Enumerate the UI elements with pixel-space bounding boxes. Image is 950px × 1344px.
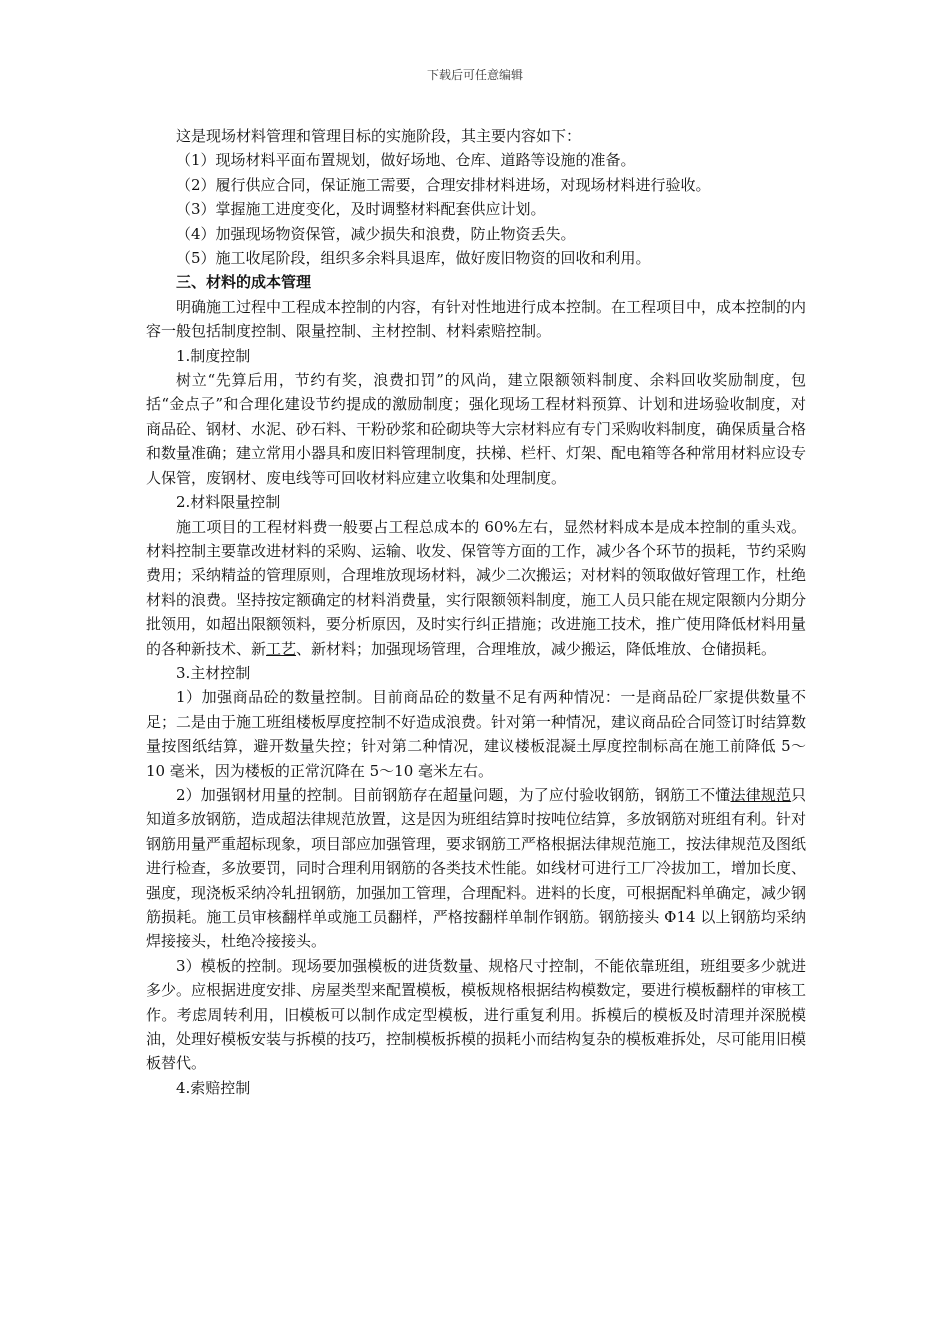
- list-item: （2）履行供应合同，保证施工需要，合理安排材料进场，对现场材料进行验收。: [176, 175, 711, 194]
- list-item: （1）现场材料平面布置规划，做好场地、仓库、道路等设施的准备。: [176, 151, 636, 170]
- paragraph: 3）模板的控制。现场要加强模板的进货数量、规格尺寸控制，不能依靠班组，班组要多少就进多少。应根据进度安排、房屋类型来配置模板，模板规格根据结构模数定，要进行模板翻样的审核工作。考虑周转利用，旧模板可以制作成定型模板，进行重复利用。拆模后的模板及时清理并深脱模油，处理好模板安装与拆模的技巧，控制模板拆模的损耗小而结构复杂的模板难拆处，尽可能用旧模板替代。: [146, 956, 807, 1073]
- text-run: 2）加强钢材用量的控制。目前钢筋存在超量问题，为了应付验收钢筋，钢筋工不懂: [176, 785, 731, 804]
- text-run: 只知道多放钢筋，造成超法律规范放置，这是因为班组结算时按吨位结算，多放钢筋对班组有利。针对钢筋用量严重超标现象，项目部应加强管理，要求钢筋工严格根据法律规范施工，按法律规范及图纸进行检查，多放要罚，同时合理利用钢筋的各类技术性能。如线材可进行工厂冷拔加工，增加长度、强度，现浇板采纳冷轧扭钢筋，加强加工管理，合理配料。进料的长度，可根据配料单确定，减少钢筋损耗。施工员审核翻样单或施工员翻样，严格按翻样单制作钢筋。钢筋接头 Φ14 以上钢筋均采纳焊接接头，杜绝冷接接头。: [146, 785, 807, 951]
- page-header: 下载后可任意编辑: [426, 68, 523, 82]
- intro-paragraph: 这是现场材料管理和管理目标的实施阶段，其主要内容如下：: [176, 127, 582, 145]
- section-heading: 三、材料的成本管理: [176, 273, 312, 292]
- paragraph: [146, 783, 806, 954]
- underlined-link[interactable]: 工艺: [266, 639, 297, 658]
- paragraph: 树立“先算后用，节约有奖，浪费扣罚”的风尚，建立限额领料制度、余料回收奖励制度，包括“金点子”和合理化建设节约提成的激励制度；强化现场工程材料预算、计划和进场验收制度，对商品砼、钢材、水泥、砂石料、干粉砂浆和砼砌块等大宗材料应有专门采购收料制度，确保质量合格和数量准确；建立常用小器具和废旧料管理制度，扶梯、栏杆、灯架、配电箱等各种常用材料应设专人保管，废钢材、废电线等可回收材料应建立收集和处理制度。: [146, 371, 807, 487]
- list-item: （5）施工收尾阶段，组织多余料具退库，做好废旧物资的回收和利用。: [176, 249, 651, 268]
- document-body: [146, 124, 806, 1100]
- text-run: 施工项目的工程材料费一般要占工程总成本的 60%左右，显然材料成本是成本控制的重头戏。材料控制主要靠改进材料的采购、运输、收发、保管等方面的工作，减少各个环节的损耗，节约采购费用；采纳精益的管理原则，合理堆放现场材料，减少二次搬运；对材料的领取做好管理工作，杜绝材料的浪费。坚持按定额确定的材料消费量，实行限额领料制度，施工人员只能在规定限额内分期分批领用，如超出限额领料，要分析原因，及时实行纠正措施；改进施工技术，推广使用降低材料用量的各种新技术、新: [146, 517, 807, 658]
- subsection-title: 3.主材控制: [176, 663, 251, 682]
- paragraph: [146, 515, 806, 661]
- subsection-title: 1.制度控制: [176, 346, 251, 365]
- text-run: 、新材料；加强现场管理，合理堆放，减少搬运，降低堆放、仓储损耗。: [296, 639, 777, 658]
- subsection-title: 4.索赔控制: [176, 1078, 251, 1097]
- paragraph: 1）加强商品砼的数量控制。目前商品砼的数量不足有两种情况：一是商品砼厂家提供数量不足；二是由于施工班组楼板厚度控制不好造成浪费。针对第一种情况，建议商品砼合同签订时结算数量按图纸结算，避开数量失控；针对第二种情况，建议楼板混凝土厚度控制标高在施工前降低 5～10 毫米，因为楼板的正常沉降在 5～10 毫米左右。: [146, 688, 807, 780]
- underlined-link[interactable]: 法律规范: [730, 785, 791, 804]
- list-item: （4）加强现场物资保管，减少损失和浪费，防止物资丢失。: [176, 224, 576, 243]
- section-intro: 明确施工过程中工程成本控制的内容，有针对性地进行成本控制。在工程项目中，成本控制的内容一般包括制度控制、限量控制、主材控制、材料索赔控制。: [146, 297, 807, 341]
- subsection-title: 2.材料限量控制: [176, 493, 281, 512]
- list-item: （3）掌握施工进度变化，及时调整材料配套供应计划。: [176, 200, 546, 219]
